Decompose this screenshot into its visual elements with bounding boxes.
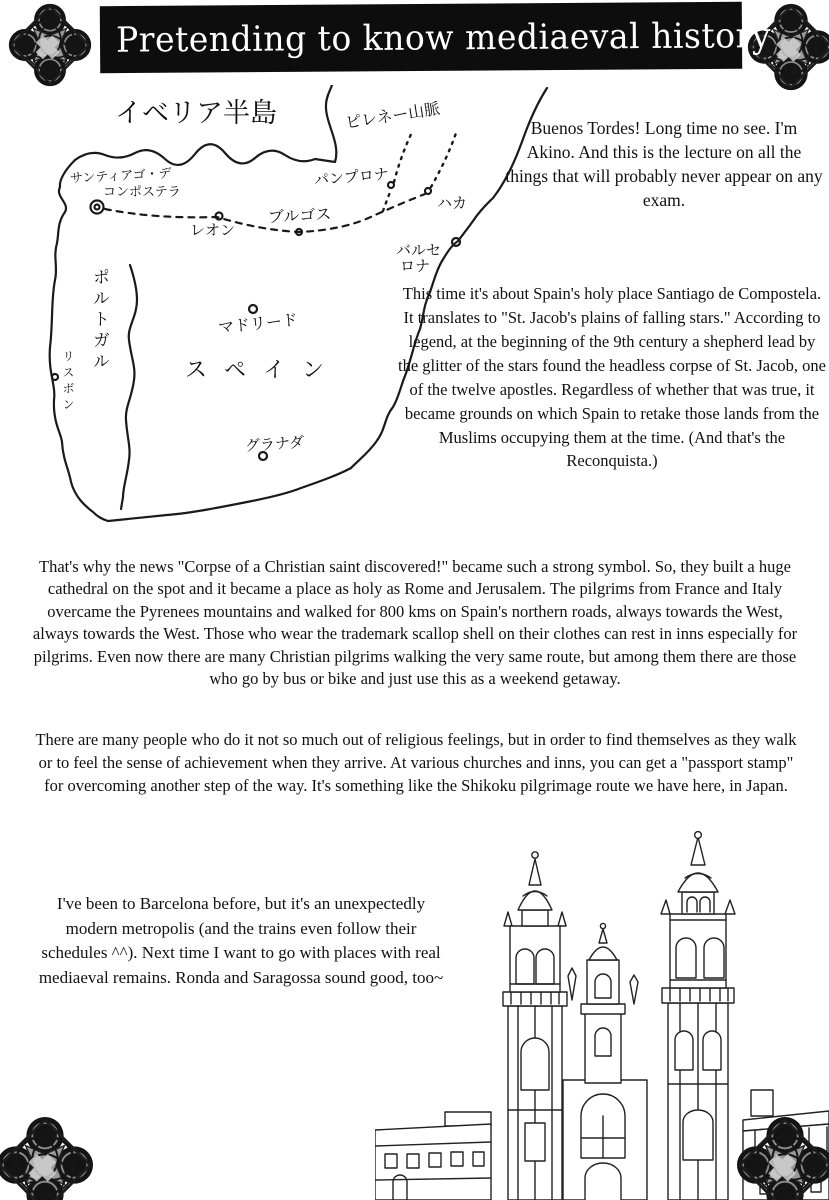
intro-paragraph: Buenos Tordes! Long time no see. I'm Akino. And this is the lecture on all the things that will probably never appear on any exam.: [505, 118, 823, 211]
corner-ornament-bottom-left: [0, 1116, 94, 1200]
map-label-burgos: ブルゴス: [267, 204, 332, 227]
santiago-legend-paragraph: This time it's about Spain's holy place Santiago de Compostela. It translates to "St. Jacob's plains of falling stars." According to legend, at the beginning of the 9th century a shepherd lead by the glitter of the stars found the headless corpse of St. Jacob, one of the twelve apostles. Regardless of whether that was true, it became grounds on which Spain to retake those lands from the Muslims occupying them at the time. (And that's the Reconquista.): [398, 284, 826, 471]
motivations-paragraph: There are many people who do it not so much out of religious feelings, but in order to find themselves as they walk or to feel the sense of achievement when they arrive. At various churches and inns, you can get a "passport stamp" for overcoming another step of the way. It's something like the Shikoku pilgrimage route we have here, in Japan.: [35, 730, 797, 795]
map-label-portugal: ポルトガル: [89, 268, 109, 373]
barcelona-note-paragraph: I've been to Barcelona before, but it's an unexpectedly modern metropolis (and the trains even follow their schedules ^^). Next time I want to go with places with real mediaeval remains. Ronda and Saragossa sound good, too~: [38, 894, 444, 987]
map-label-santiago-line1: サンティアゴ・デ: [69, 166, 172, 187]
map-label-barcelona-line2: ロナ: [400, 257, 431, 275]
title-banner: [100, 2, 772, 73]
map-label-leon: レオン: [190, 221, 236, 239]
map-label-jaca: ハカ: [437, 194, 468, 212]
map-label-spain: スペイン: [185, 358, 342, 383]
map-label-granada: グラナダ: [244, 432, 305, 456]
corner-ornament-bottom-right: [736, 1116, 829, 1200]
page-title: Pretending to know mediaeval history: [115, 14, 772, 61]
map-label-madrid: マドリード: [217, 309, 299, 338]
cathedral-pilgrims-paragraph: That's why the news "Corpse of a Christian saint discovered!" became such a strong symbol. So, they built a huge cathedral on the spot and it became a place as holy as Rome and Jerusalem. The pilgrims from France and Italy overcame the Pyrenees mountains and walked for 800 kms on Spain's northern roads, always towards the West, always towards the West. Those who wear the trademark scallop shell on their clothes can rest in inns especially for pilgrims. Even now there are many Christian pilgrims walking the very same route, but among them there are those who go by bus or bike and just use this as a weekend getaway.: [32, 557, 798, 689]
map-label-barcelona-line1: バルセ: [396, 241, 442, 259]
map-label-pamplona: パンプロナ: [313, 164, 390, 190]
map-label-pyrenees: ピレネー山脈: [344, 98, 442, 133]
corner-ornament-top-left: [3, 3, 97, 87]
map-label-iberia-peninsula: イベリア半島: [115, 98, 277, 129]
map-label-lisbon: リスボン: [61, 350, 75, 414]
map-label-santiago-line2: コンポステラ: [103, 185, 181, 200]
